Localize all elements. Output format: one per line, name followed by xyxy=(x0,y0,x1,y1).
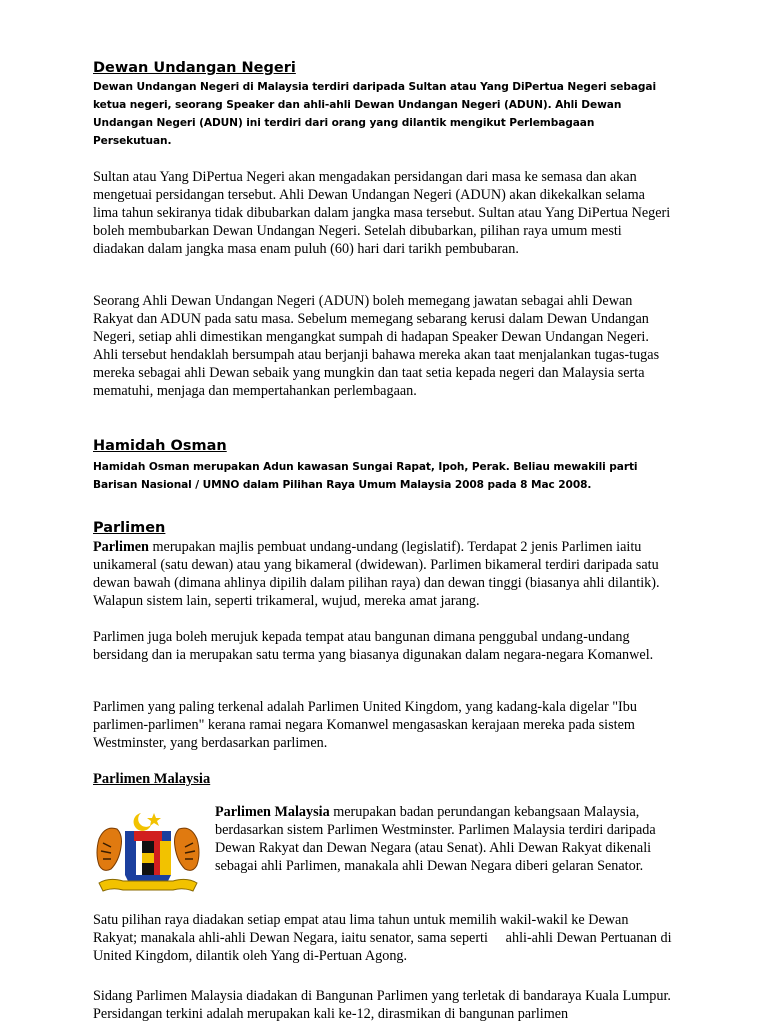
section-parlimen-malaysia xyxy=(93,769,673,789)
parlimen-lead: Parlimen xyxy=(93,539,149,555)
malaysia-lead: Parlimen Malaysia xyxy=(215,804,330,820)
hamidah-text xyxy=(93,458,673,494)
malaysia-para-3: Sidang Parlimen Malaysia diadakan di Bangunan Parlimen yang terletak di bandaraya Kuala Lumpur. Persidangan terkini adalah merupakan kali ke-12, dirasmikan di bangunan parlimen xyxy=(93,988,671,1022)
dun-heading: Dewan Undangan Negeri xyxy=(93,60,296,76)
dun-para-2: Seorang Ahli Dewan Undangan Negeri (ADUN) boleh memegang jawatan sebagai ahli Dewan Rakyat dan ADUN pada satu masa. Sebelum memegang sebarang kerusi dalam Dewan Undangan Negeri, setiap ahli dimestikan mengangkat sumpah di hadapan Speaker Dewan Undangan Negeri. Ahli tersebut hendaklah bersumpah atau berjanji bahawa mereka akan taat menjalankan tugas-tugas mereka sebagai ahli Dewan sebaik yang mungkin dan taat setia kepada negeri dan Malaysia serta mematuhi, menjaga dan mempertahankan perlembagaan. xyxy=(93,293,660,399)
parlimen-heading: Parlimen xyxy=(93,520,166,536)
parlimen-para-3: Parlimen yang paling terkenal adalah Parlimen United Kingdom, yang kadang-kala digelar "Ibu parlimen-parlimen" kerana ramai negara Komanwel mengasaskan kerajaan mereka pada sistem Westminster, yang berdasarkan parlimen. xyxy=(93,699,637,751)
malaysia-para-1 xyxy=(215,803,673,875)
hamidah-body: merupakan Adun kawasan Sungai Rapat, Ipoh, Perak. Beliau mewakili parti Barisan Nasional / UMNO dalam Pilihan Raya Umum Malaysia 2008 pada 8 Mac 2008. xyxy=(93,461,638,491)
section-parlimen xyxy=(93,518,673,610)
parlimen-para-1-body: merupakan majlis pembuat undang-undang (legislatif). Terdapat 2 jenis Parlimen iaitu unikameral (satu dewan) atau yang bikameral (dwidewan). Parlimen bikameral terdiri daripada satu dewan bawah (dimana ahlinya dipilih dalam pilihan raya) dan dewan tinggi (biasanya ahli dilantik). Walapun sistem lain, seperti trikameral, wujud, mereka amat jarang. xyxy=(93,539,660,609)
coat-row xyxy=(93,803,673,913)
malaysia-para-3-block xyxy=(93,987,673,1023)
parlimen-para-3-block xyxy=(93,698,673,752)
section-dun xyxy=(93,58,673,150)
coat-of-arms-icon xyxy=(93,809,203,901)
hamidah-lead: Hamidah Osman xyxy=(93,461,190,473)
dun-para-1-block xyxy=(93,168,673,258)
malaysia-para-1-body: merupakan badan perundangan kebangsaan Malaysia, berdasarkan sistem Parlimen Westminster. Parlimen Malaysia terdiri daripada Dewan Rakyat dan Dewan Negara (atau Senat). Ahli Dewan Rakyat dikenali sebagai ahli Parlimen, manakala ahli Dewan Negara diberi gelaran Senator. xyxy=(215,804,656,874)
malaysia-para-2: Satu pilihan raya diadakan setiap empat atau lima tahun untuk memilih wakil-wakil ke Dewan Rakyat; manakala ahli-ahli Dewan Negara, iaitu senator, sama seperti ahli-ahli Dewan Pertuanan di United Kingdom, dilantik oleh Yang di-Pertuan Agong. xyxy=(93,912,676,964)
dun-para-1: Sultan atau Yang DiPertua Negeri akan mengadakan persidangan dari masa ke semasa dan akan mengetuai persidangan tersebut. Ahli Dewan Undangan Negeri (ADUN) akan dikekalkan selama lima tahun sekiranya tidak dibubarkan dalam jangka masa tersebut. Sultan atau Yang DiPertua Negeri boleh membubarkan Dewan Undangan Negeri. Setelah dibubarkan, pilihan raya umum mesti diadakan dalam jangka masa enam puluh (60) hari dari tarikh pembubaran. xyxy=(93,169,671,257)
parlimen-para-2: Parlimen juga boleh merujuk kepada tempat atau bangunan dimana penggubal undang-undang bersidang dan ia merupakan satu terma yang biasanya digunakan dalam negara-negara Komanwel. xyxy=(93,629,654,663)
malaysia-para-2-block xyxy=(93,911,676,965)
malaysia-heading: Parlimen Malaysia xyxy=(93,771,211,787)
malaysia-para-1-block xyxy=(215,803,673,875)
section-hamidah xyxy=(93,436,673,494)
parlimen-para-1 xyxy=(93,538,673,610)
dun-intro: Dewan Undangan Negeri di Malaysia terdiri daripada Sultan atau Yang DiPertua Negeri sebagai ketua negeri, seorang Speaker dan ahli-ahli Dewan Undangan Negeri (ADUN). Ahli Dewan Undangan Negeri (ADUN) ini terdiri dari orang yang dilantik mengikut Perlembagaan Persekutuan. xyxy=(93,81,656,147)
dun-para-2-block xyxy=(93,292,673,400)
hamidah-heading: Hamidah Osman xyxy=(93,438,227,454)
parlimen-para-2-block xyxy=(93,628,673,664)
